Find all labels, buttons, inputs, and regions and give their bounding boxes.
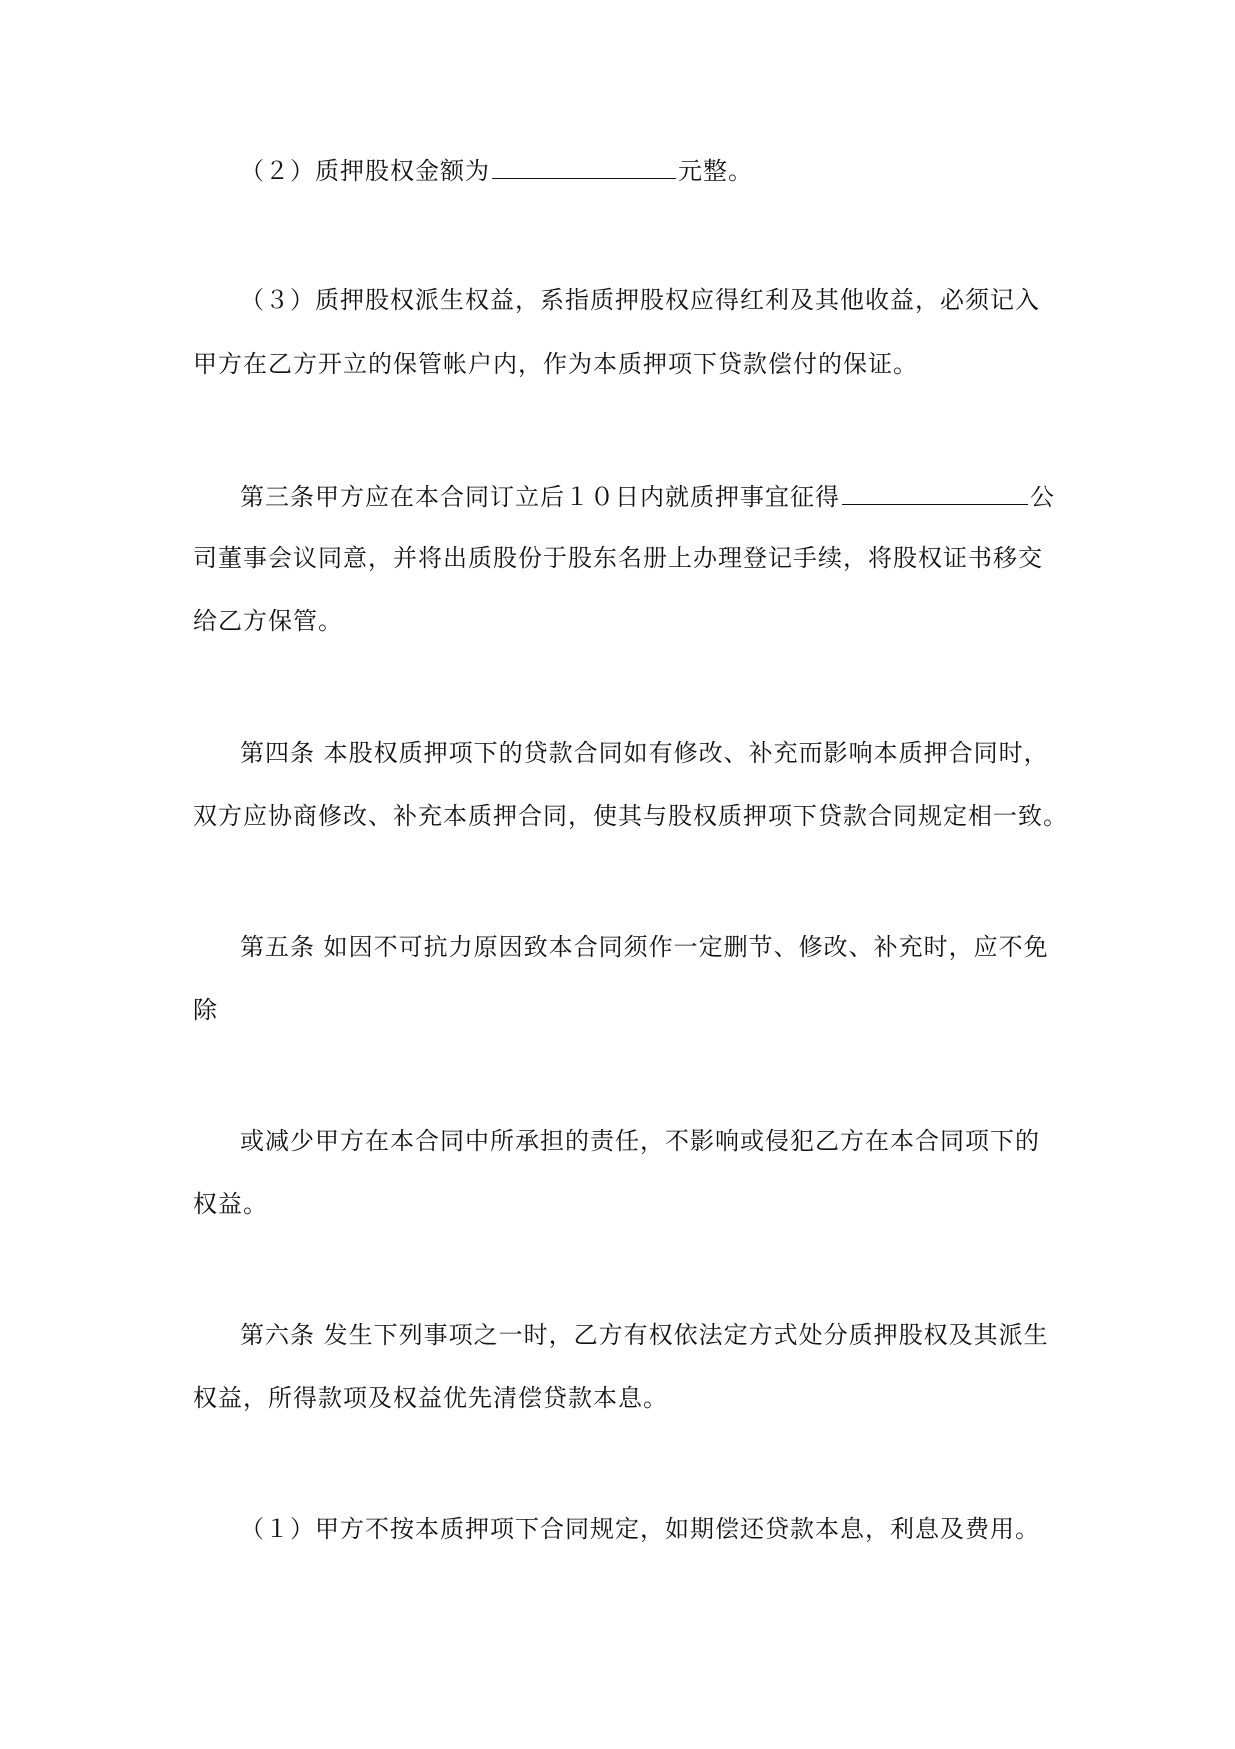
clause-2-3-line-2: 甲方在乙方开立的保管帐户内，作为本质押项下贷款偿付的保证。 bbox=[193, 350, 918, 378]
article-5-continued-line-2: 权益。 bbox=[193, 1190, 268, 1218]
clause-2-2-text: （２）质押股权金额为 bbox=[240, 157, 490, 185]
article-5-line-1: 第五条 如因不可抗力原因致本合同须作一定删节、修改、补充时，应不免 bbox=[240, 933, 1049, 961]
article-6-line-1: 第六条 发生下列事项之一时，乙方有权依法定方式处分质押股权及其派生 bbox=[240, 1321, 1049, 1349]
article-3-line-2: 司董事会议同意，并将出质股份于股东名册上办理登记手续，将股权证书移交 bbox=[193, 544, 1043, 572]
article-3-text: 第三条甲方应在本合同订立后１０日内就质押事宜征得 bbox=[240, 483, 840, 511]
article-3-line-3: 给乙方保管。 bbox=[193, 607, 343, 635]
article-6-item-1: （１）甲方不按本质押项下合同规定，如期偿还贷款本息，利息及费用。 bbox=[240, 1515, 1040, 1543]
clause-2-2-suffix: 元整。 bbox=[678, 157, 753, 185]
article-3-suffix: 公 bbox=[1030, 483, 1055, 511]
article-4-line-1: 第四条 本股权质押项下的贷款合同如有修改、补充而影响本质押合同时， bbox=[240, 739, 1049, 767]
article-4-line-2: 双方应协商修改、补充本质押合同，使其与股权质押项下贷款合同规定相一致。 bbox=[193, 802, 1068, 830]
article-5-line-2: 除 bbox=[193, 996, 218, 1024]
article-3-line-1 bbox=[240, 478, 1055, 514]
clause-2-2-line bbox=[240, 152, 753, 188]
clause-2-3-line-1: （３）质押股权派生权益，系指质押股权应得红利及其他收益，必须记入 bbox=[240, 286, 1040, 314]
article-6-line-2: 权益，所得款项及权益优先清偿贷款本息。 bbox=[193, 1384, 668, 1412]
company-blank bbox=[842, 478, 1028, 505]
amount-blank bbox=[492, 152, 676, 179]
article-5-continued-line-1: 或减少甲方在本合同中所承担的责任，不影响或侵犯乙方在本合同项下的 bbox=[240, 1127, 1040, 1155]
